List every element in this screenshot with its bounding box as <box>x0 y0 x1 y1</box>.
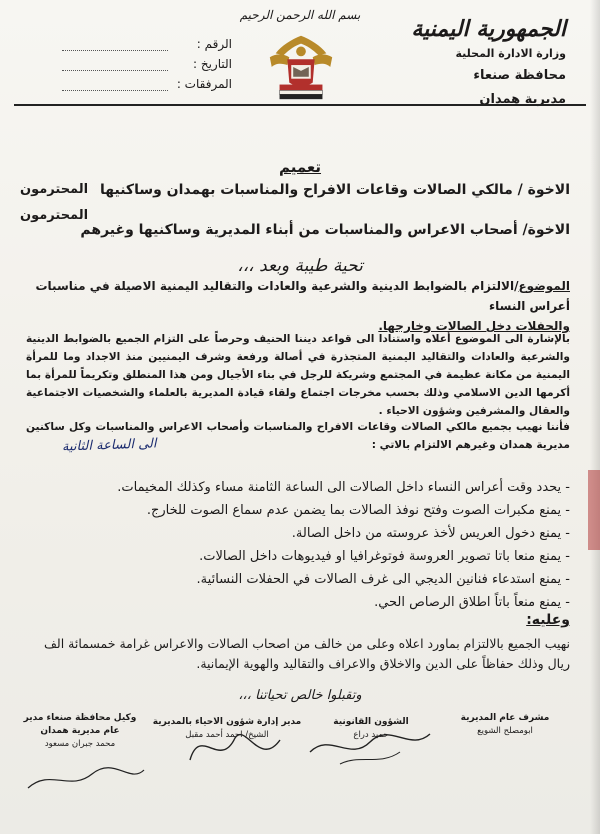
signature-name: حميد دراع <box>353 730 389 740</box>
subject-text: /الالتزام بالضوابط الدينية والشرعية والعادات والتقاليد اليمنية الاصيلة في مناسبات أعراس النساء <box>35 279 570 313</box>
rules-list <box>70 476 570 614</box>
regards-line: وتقبلوا خالص تحياتنا ،،، <box>238 688 362 703</box>
document-title: تعميم <box>278 158 322 176</box>
addressee-respect: المحترمون <box>20 182 89 197</box>
addressee-line <box>20 208 570 244</box>
signature-block <box>440 712 570 738</box>
addressee-line <box>20 182 570 204</box>
signature-title: مدير إدارة شؤون الاحياء بالمديرية <box>152 717 302 727</box>
signature-scribble-icon <box>180 720 290 780</box>
signature-name: الشيخ/ احمد أحمد مقبل <box>185 730 269 740</box>
subject-line <box>30 276 570 336</box>
ref-field <box>62 34 232 54</box>
body-paragraph: فأننا نهيب بجميع مالكي الصالات وقاعات الافراح والمناسبات وأصحاب الاعراس والمناسبات وكل ساكنين مديرية همدان وغيرهم الالتزام بالاتي : <box>26 421 570 451</box>
attachments-label: المرفقات : <box>176 77 232 91</box>
handwritten-note: الى الساعة الثانية <box>61 436 157 455</box>
governorate-name: محافظة صنعاء <box>473 68 566 83</box>
signature-name: محمد جبران مسعود <box>44 739 116 749</box>
page-fold-shadow <box>590 0 600 834</box>
attachments-field <box>62 74 232 94</box>
ref-line <box>62 38 168 51</box>
signature-title: مشرف عام المديرية <box>460 713 550 723</box>
letterhead-right <box>406 14 566 112</box>
closing-label: وعليه: <box>526 612 570 628</box>
signature-block <box>20 712 140 751</box>
date-field <box>62 54 232 74</box>
list-item: - يمنع منعاً باتاً اطلاق الرصاص الحي. <box>374 595 570 610</box>
ref-label: الرقم : <box>196 37 232 51</box>
header-divider <box>14 104 586 106</box>
list-item: - يحدد وقت أعراس النساء داخل الصالات الى الساعة الثامنة مساء وكذلك المخيمات. <box>117 480 570 495</box>
yemen-emblem-icon <box>262 28 340 106</box>
attachments-line <box>62 78 168 91</box>
basmala: بسم الله الرحمن الرحيم <box>239 8 361 22</box>
subject-label: الموضوع <box>518 279 570 293</box>
list-item: - يمنع مكبرات الصوت وفتح نوفذ الصالات بما يضمن عدم سماع الصوت للخارج. <box>146 503 570 518</box>
signature-scribble-icon <box>300 722 440 772</box>
greeting: تحية طيبة وبعد ،،، <box>237 256 363 276</box>
list-item: - يمنع منعا باتا تصوير العروسة فوتوغرافيا او فيديوهات داخل الصالات. <box>199 549 570 564</box>
date-line <box>62 58 168 71</box>
edge-stain <box>588 470 600 550</box>
ministry-name: وزارة الادارة المحلية <box>455 47 566 60</box>
signature-title: وكيل محافظة صنعاء مدير عام مديرية همدان <box>23 713 137 736</box>
directorate-name: مديرية همدان <box>479 92 566 107</box>
signature-scribble-icon <box>20 760 150 800</box>
body-paragraph: بالإشارة الى الموضوع أعلاه واستنادا الى قواعد ديننا الحنيف وحرصاً على التزام الجميع بالضوابط الدينية والشرعية والعادات والتقاليد اليمنية المتجذرة في أصالة ورفعة وشرف اليمنيين منذ الاجداد وما للمرأة اليمنية من مكانة عظيمة في المجتمع وشريكة للرجل في بناء الأجيال ومن هذا المنطلق وتكريماً للمرأة بما أكرمها الدين الاسلامي وذلك بحسب مخرجات اجتماع ولقاء قيادة المديرية بالعلماء والشخصيات الاجتماعية والعقال والمشرفين وشؤون الاحياء . <box>26 333 570 417</box>
government-name: الجمهورية اليمنية <box>411 16 566 42</box>
list-item: - يمنع استدعاء فنانين الديجي الى غرف الصالات في الحفلات النسائية. <box>196 572 570 587</box>
letter-meta <box>62 34 232 94</box>
subject-text-continued: والحفلات دخل الصالات وخارجها. <box>378 319 570 333</box>
addressee-text: الاخوة/ أصحاب الاعراس والمناسبات من أبناء المديرية وساكنيها وغيرهم <box>80 222 570 238</box>
final-paragraph: نهيب الجميع بالالتزام بماورد اعلاه وعلى من خالف من اصحاب الصالات والاعراس غرامة خمسمائة الف ريال وذلك حفاظاً على الدين والاخلاق والاعراف والتقاليد والهوية الإيمانية. <box>43 636 570 671</box>
addressee-respect: المحترمون <box>20 208 89 223</box>
signature-name: ابومصلح الشويع <box>477 726 533 736</box>
signature-title: الشؤون القانونية <box>333 717 409 727</box>
addressee-text: الاخوة / مالكي الصالات وقاعات الافراح والمناسبات بهمدان وساكنيها <box>100 182 570 198</box>
list-item: - يمنع دخول العريس لأخذ عروسته من داخل الصالة. <box>291 526 570 541</box>
date-label: التاريخ : <box>192 57 232 71</box>
